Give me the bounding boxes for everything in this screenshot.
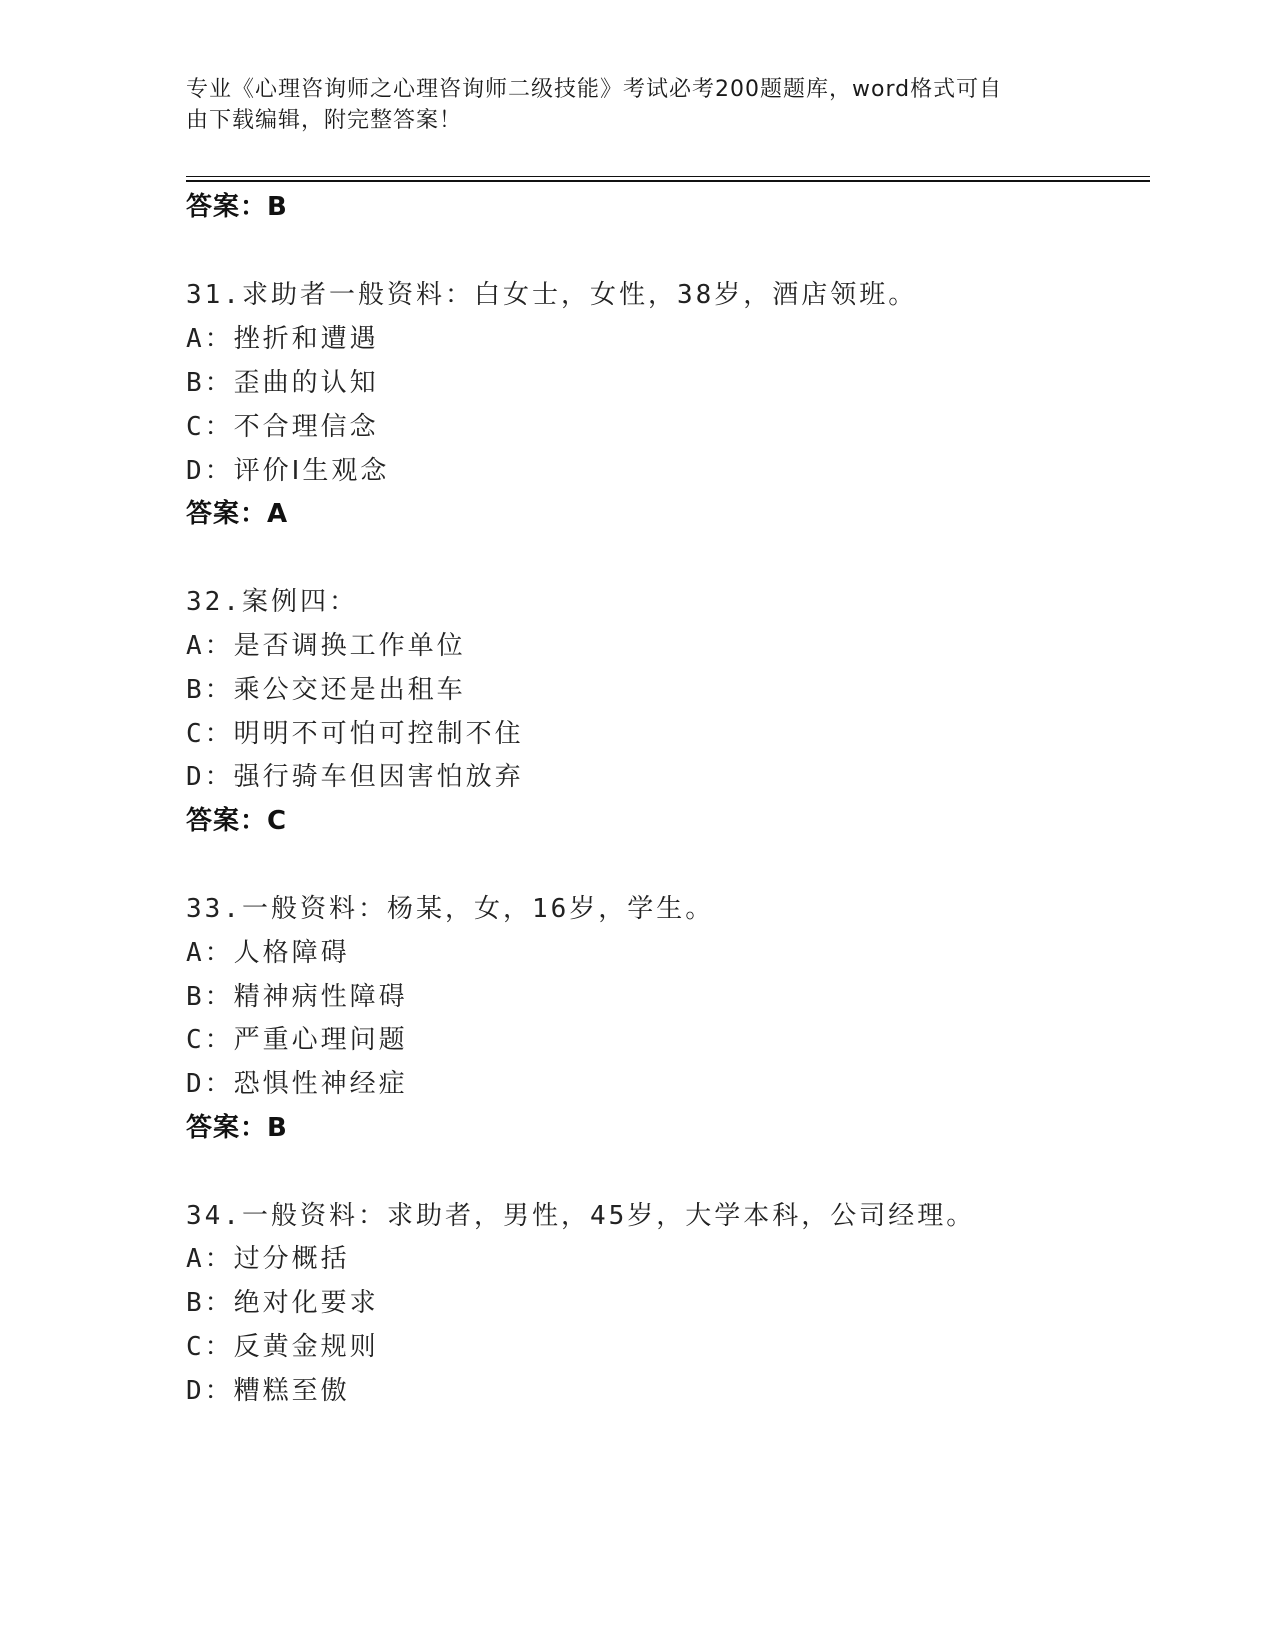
answer-prev: 答案：B — [186, 192, 288, 222]
question-33-option-a: A：人格障碍 — [186, 938, 350, 968]
header-line-2: 由下载编辑，附完整答案！ — [186, 108, 463, 133]
question-31-title: 31.求助者一般资料：白女士，女性，38岁，酒店领班。 — [186, 280, 918, 310]
question-31-option-b: B：歪曲的认知 — [186, 368, 379, 398]
question-34-option-d: D：糟糕至傲 — [186, 1376, 350, 1406]
header-line-1: 专业《心理咨询师之心理咨询师二级技能》考试必考200题题库，word格式可自 — [186, 77, 1003, 102]
question-34-title: 34.一般资料：求助者，男性，45岁，大学本科，公司经理。 — [186, 1201, 976, 1231]
document-header — [186, 74, 1086, 136]
question-33-option-b: B：精神病性障碍 — [186, 982, 408, 1012]
question-31-option-d: D：评价Ⅰ生观念 — [186, 456, 390, 486]
question-33-option-d: D：恐惧性神经症 — [186, 1069, 408, 1099]
header-divider-thin — [186, 176, 1150, 177]
question-34-option-a: A：过分概括 — [186, 1244, 350, 1274]
question-32-option-b: B：乘公交还是出租车 — [186, 675, 466, 705]
question-32-title: 32.案例四： — [186, 587, 358, 617]
question-31-answer: 答案：A — [186, 499, 289, 529]
question-32-option-d: D：强行骑车但因害怕放弃 — [186, 762, 524, 792]
question-32-option-a: A：是否调换工作单位 — [186, 631, 466, 661]
question-33-answer: 答案：B — [186, 1113, 288, 1143]
question-32-answer: 答案：C — [186, 806, 288, 836]
question-34-option-c: C：反黄金规则 — [186, 1332, 379, 1362]
question-32-option-c: C：明明不可怕可控制不住 — [186, 719, 524, 749]
question-31-option-c: C：不合理信念 — [186, 412, 379, 442]
question-33-option-c: C：严重心理问题 — [186, 1025, 408, 1055]
question-31-option-a: A：挫折和遭遇 — [186, 324, 379, 354]
header-divider-thick — [186, 180, 1150, 182]
question-33-title: 33.一般资料：杨某，女，16岁，学生。 — [186, 894, 715, 924]
question-34-option-b: B：绝对化要求 — [186, 1288, 379, 1318]
